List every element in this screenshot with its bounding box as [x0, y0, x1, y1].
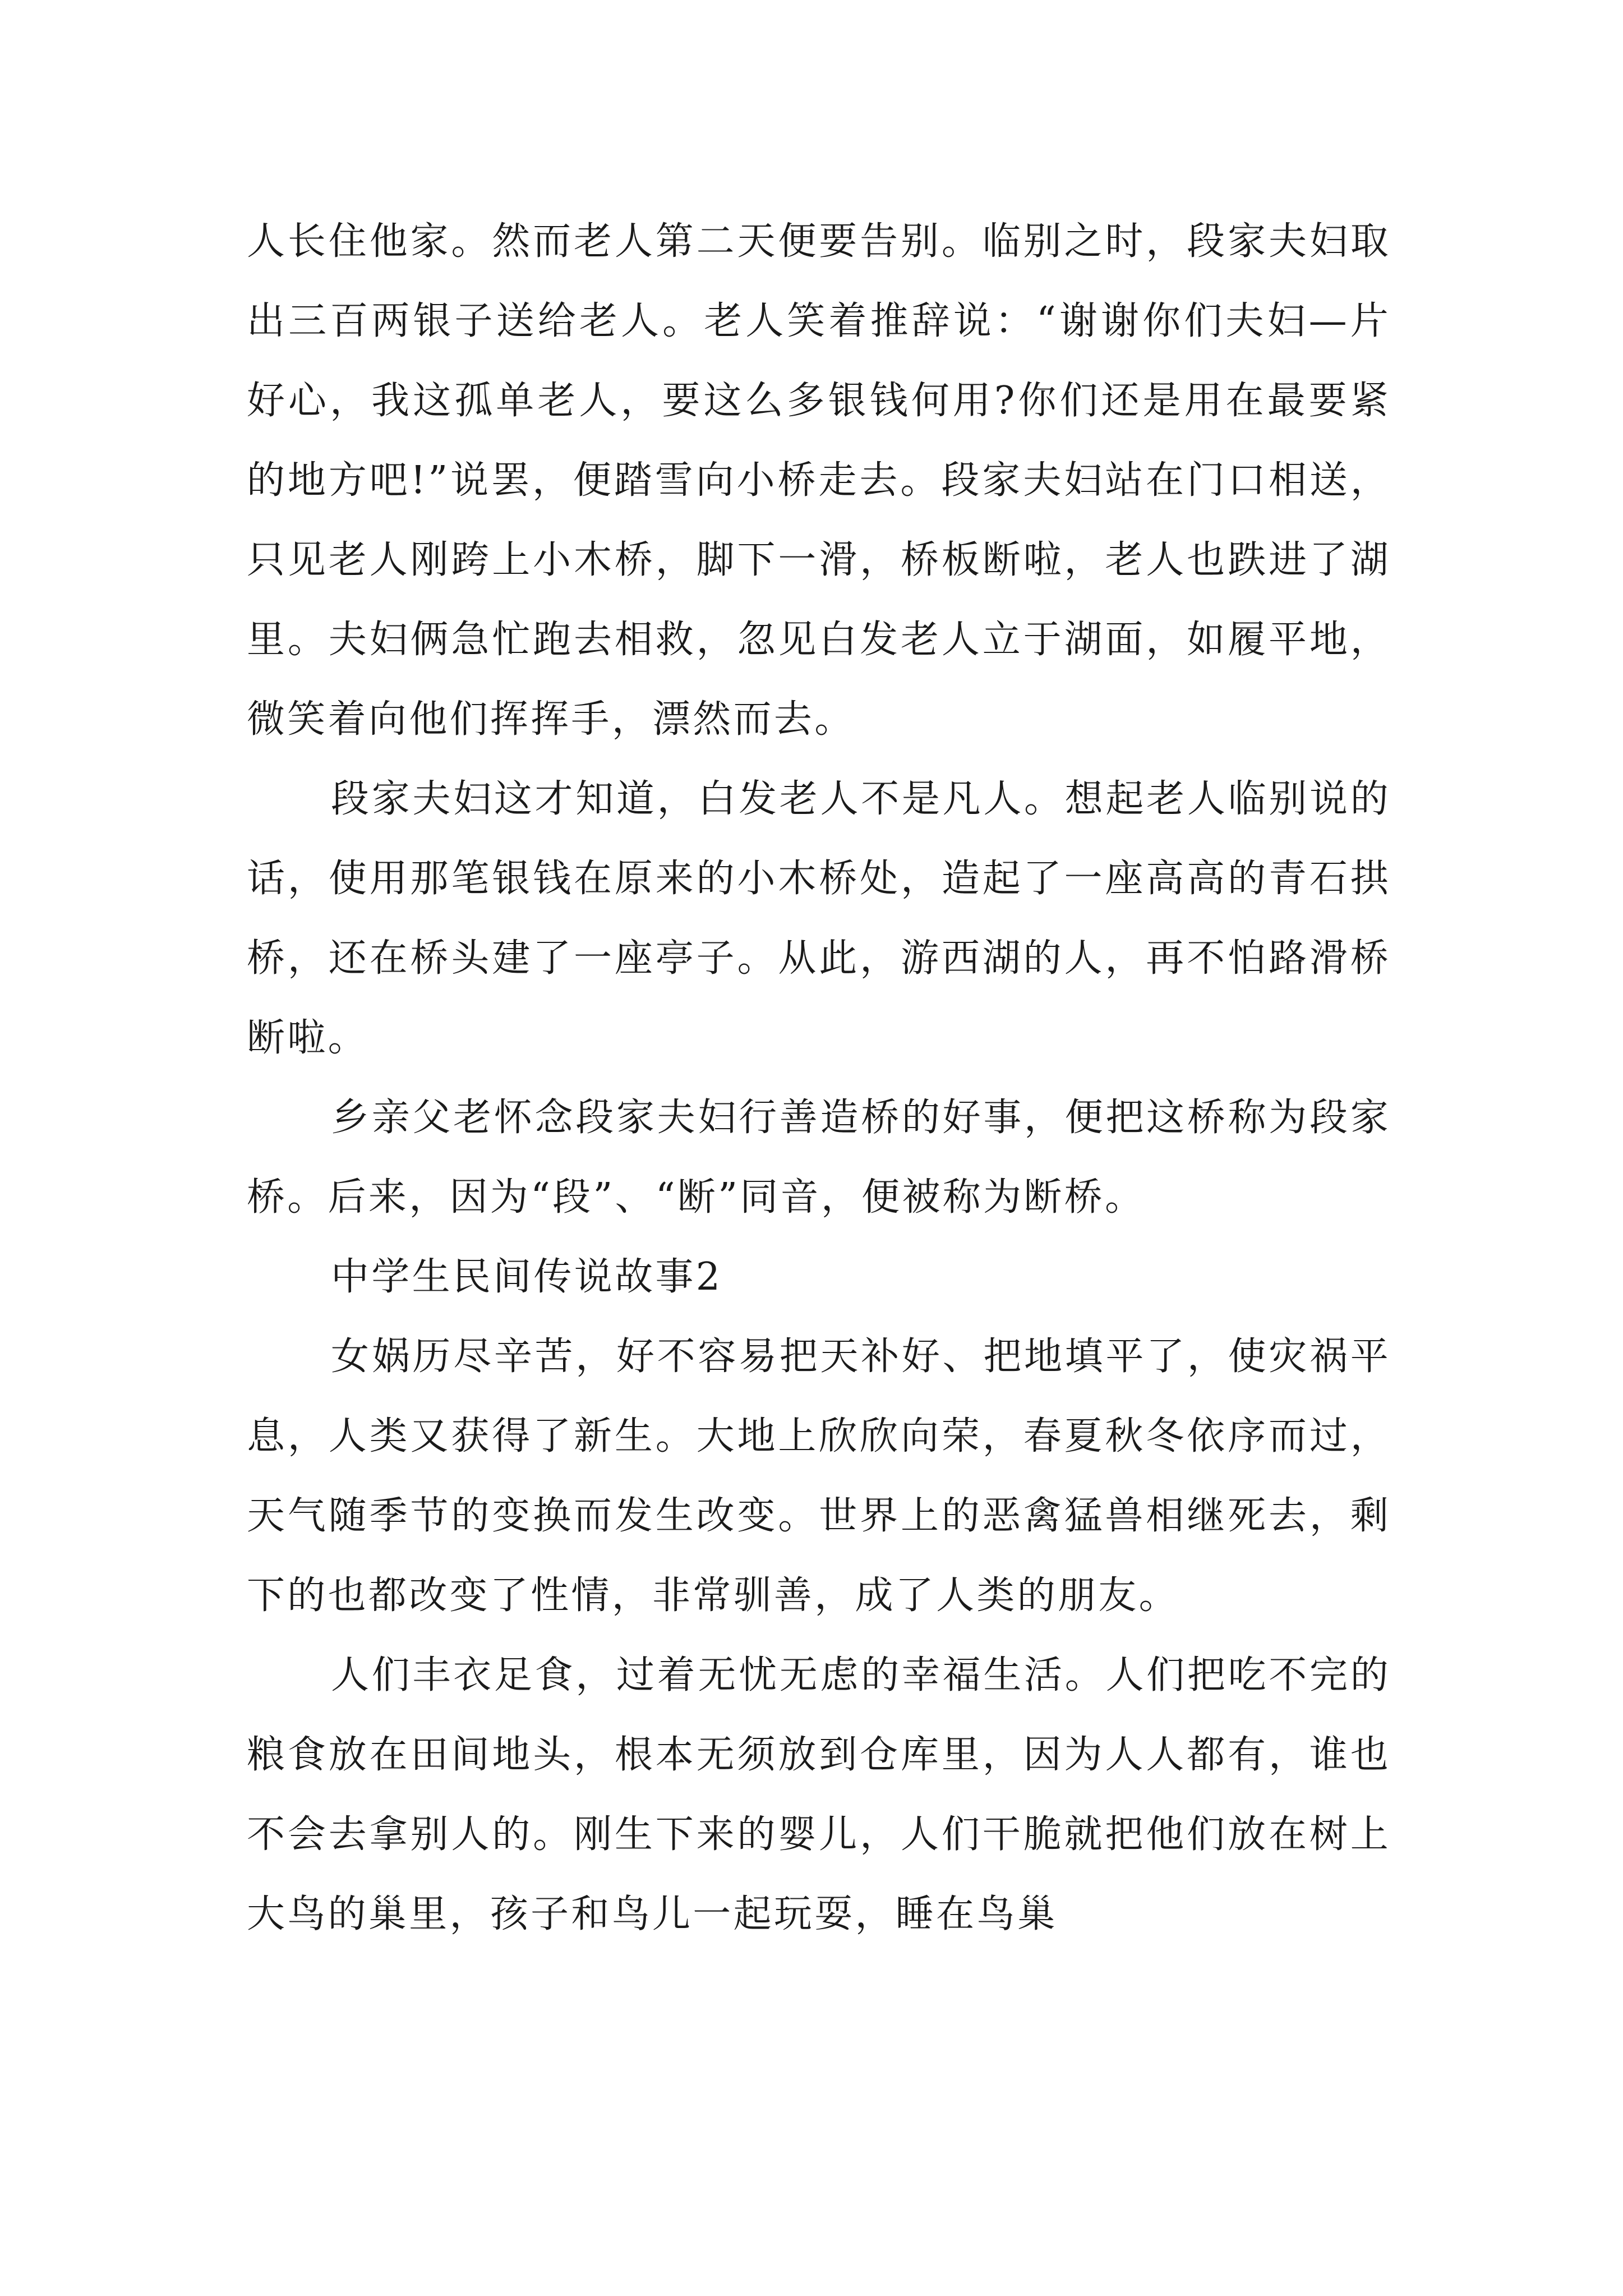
paragraph-1: 人长住他家。然而老人第二天便要告别。临别之时，段家夫妇取出三百两银子送给老人。老人笑着推辞说：“谢谢你们夫妇—片好心，我这孤单老人，要这么多银钱何用?你们还是用在最要紧的地方吧!”说罢，便踏雪向小桥走去。段家夫妇站在门口相送，只见老人刚跨上小木桥，脚下一滑，桥板断啦，老人也跌进了湖里。夫妇俩急忙跑去相救，忽见白发老人立于湖面，如履平地，微笑着向他们挥挥手，漂然而去。: [247, 219, 1391, 742]
paragraph-5: 人们丰衣足食，过着无忧无虑的幸福生活。人们把吃不完的粮食放在田间地头，根本无须放到仓库里，因为人人都有，谁也不会去拿别人的。刚生下来的婴儿，人们干脆就把他们放在树上大鸟的巢里，孩子和鸟儿一起玩耍，睡在鸟巢: [247, 1653, 1391, 1936]
document-body: [247, 202, 1391, 1954]
section-heading: 中学生民间传说故事2: [331, 1255, 723, 1299]
paragraph-4: 女娲历尽辛苦，好不容易把天补好、把地填平了，使灾祸平息，人类又获得了新生。大地上欣欣向荣，春夏秋冬依序而过，天气随季节的变换而发生改变。世界上的恶禽猛兽相继死去，剩下的也都改变了性情，非常驯善，成了人类的朋友。: [247, 1335, 1391, 1618]
paragraph-2: 段家夫妇这才知道，白发老人不是凡人。想起老人临别说的话，使用那笔银钱在原来的小木桥处，造起了一座高高的青石拱桥，还在桥头建了一座亭子。从此，游西湖的人，再不怕路滑桥断啦。: [247, 777, 1391, 1060]
paragraph-3: 乡亲父老怀念段家夫妇行善造桥的好事，便把这桥称为段家桥。后来，因为“段”、“断”同音，便被称为断桥。: [247, 1096, 1391, 1220]
